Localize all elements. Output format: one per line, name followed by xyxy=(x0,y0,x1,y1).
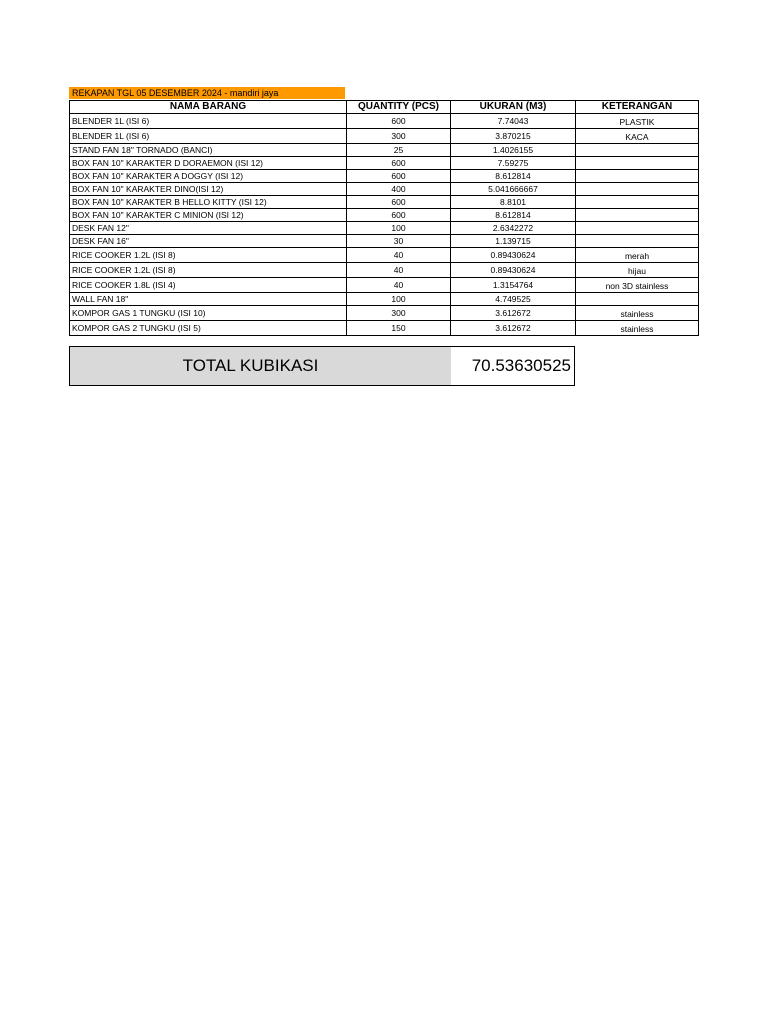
cell-name: BLENDER 1L (ISI 6) xyxy=(70,114,347,129)
cell-size: 0.89430624 xyxy=(451,263,576,278)
table-row xyxy=(70,235,699,248)
cell-note xyxy=(576,144,699,157)
table-row xyxy=(70,293,699,306)
cell-quantity: 300 xyxy=(347,306,451,321)
cell-name: BLENDER 1L (ISI 6) xyxy=(70,129,347,144)
header-name: NAMA BARANG xyxy=(70,101,347,114)
table-row xyxy=(70,196,699,209)
total-box xyxy=(69,346,575,386)
cell-size: 8.8101 xyxy=(451,196,576,209)
cell-note: merah xyxy=(576,248,699,263)
cell-name: RICE COOKER 1.2L (ISI 8) xyxy=(70,263,347,278)
cell-size: 3.612672 xyxy=(451,306,576,321)
cell-quantity: 100 xyxy=(347,222,451,235)
cell-note xyxy=(576,235,699,248)
cell-quantity: 150 xyxy=(347,321,451,336)
header-size: UKURAN (M3) xyxy=(451,101,576,114)
table-row xyxy=(70,209,699,222)
cell-size: 3.870215 xyxy=(451,129,576,144)
items-table xyxy=(69,100,699,336)
cell-name: STAND FAN 18" TORNADO (BANCI) xyxy=(70,144,347,157)
cell-note xyxy=(576,196,699,209)
cell-name: BOX FAN 10" KARAKTER D DORAEMON (ISI 12) xyxy=(70,157,347,170)
cell-size: 8.612814 xyxy=(451,209,576,222)
cell-name: RICE COOKER 1.8L (ISI 4) xyxy=(70,278,347,293)
cell-note: stainless xyxy=(576,306,699,321)
cell-quantity: 400 xyxy=(347,183,451,196)
cell-size: 1.139715 xyxy=(451,235,576,248)
table-row xyxy=(70,114,699,129)
table-header-row xyxy=(70,101,699,114)
table-row xyxy=(70,263,699,278)
table-row xyxy=(70,183,699,196)
cell-note: hijau xyxy=(576,263,699,278)
cell-note xyxy=(576,209,699,222)
cell-size: 3.612672 xyxy=(451,321,576,336)
cell-note xyxy=(576,170,699,183)
cell-size: 0.89430624 xyxy=(451,248,576,263)
cell-quantity: 600 xyxy=(347,170,451,183)
cell-quantity: 100 xyxy=(347,293,451,306)
table-row xyxy=(70,157,699,170)
cell-name: DESK FAN 12" xyxy=(70,222,347,235)
cell-note: non 3D stainless xyxy=(576,278,699,293)
cell-size: 8.612814 xyxy=(451,170,576,183)
cell-quantity: 30 xyxy=(347,235,451,248)
cell-size: 5.041666667 xyxy=(451,183,576,196)
cell-name: KOMPOR GAS 2 TUNGKU (ISI 5) xyxy=(70,321,347,336)
cell-size: 7.59275 xyxy=(451,157,576,170)
cell-note xyxy=(576,293,699,306)
table-row xyxy=(70,129,699,144)
table-row xyxy=(70,144,699,157)
cell-name: BOX FAN 10" KARAKTER A DOGGY (ISI 12) xyxy=(70,170,347,183)
cell-size: 7.74043 xyxy=(451,114,576,129)
cell-note xyxy=(576,222,699,235)
cell-name: WALL FAN 18" xyxy=(70,293,347,306)
cell-quantity: 600 xyxy=(347,209,451,222)
cell-name: KOMPOR GAS 1 TUNGKU (ISI 10) xyxy=(70,306,347,321)
cell-name: RICE COOKER 1.2L (ISI 8) xyxy=(70,248,347,263)
cell-quantity: 40 xyxy=(347,278,451,293)
cell-note xyxy=(576,183,699,196)
cell-quantity: 300 xyxy=(347,129,451,144)
table-row xyxy=(70,248,699,263)
cell-name: DESK FAN 16" xyxy=(70,235,347,248)
cell-size: 1.3154764 xyxy=(451,278,576,293)
total-label: TOTAL KUBIKASI xyxy=(70,347,451,385)
cell-quantity: 40 xyxy=(347,263,451,278)
header-quantity: QUANTITY (PCS) xyxy=(347,101,451,114)
table-row xyxy=(70,278,699,293)
cell-note: KACA xyxy=(576,129,699,144)
cell-name: BOX FAN 10" KARAKTER C MINION (ISI 12) xyxy=(70,209,347,222)
cell-size: 4.749525 xyxy=(451,293,576,306)
cell-quantity: 600 xyxy=(347,114,451,129)
cell-quantity: 40 xyxy=(347,248,451,263)
cell-name: BOX FAN 10" KARAKTER DINO(ISI 12) xyxy=(70,183,347,196)
cell-note: PLASTIK xyxy=(576,114,699,129)
cell-quantity: 600 xyxy=(347,196,451,209)
cell-quantity: 25 xyxy=(347,144,451,157)
header-note: KETERANGAN xyxy=(576,101,699,114)
table-row xyxy=(70,222,699,235)
cell-note: stainless xyxy=(576,321,699,336)
cell-size: 1.4026155 xyxy=(451,144,576,157)
total-value: 70.53630525 xyxy=(471,356,571,375)
table-row xyxy=(70,170,699,183)
cell-name: BOX FAN 10" KARAKTER B HELLO KITTY (ISI 12) xyxy=(70,196,347,209)
report-title: REKAPAN TGL 05 DESEMBER 2024 - mandiri jaya xyxy=(69,87,345,99)
cell-note xyxy=(576,157,699,170)
cell-quantity: 600 xyxy=(347,157,451,170)
cell-size: 2.6342272 xyxy=(451,222,576,235)
table-row xyxy=(70,321,699,336)
table-row xyxy=(70,306,699,321)
